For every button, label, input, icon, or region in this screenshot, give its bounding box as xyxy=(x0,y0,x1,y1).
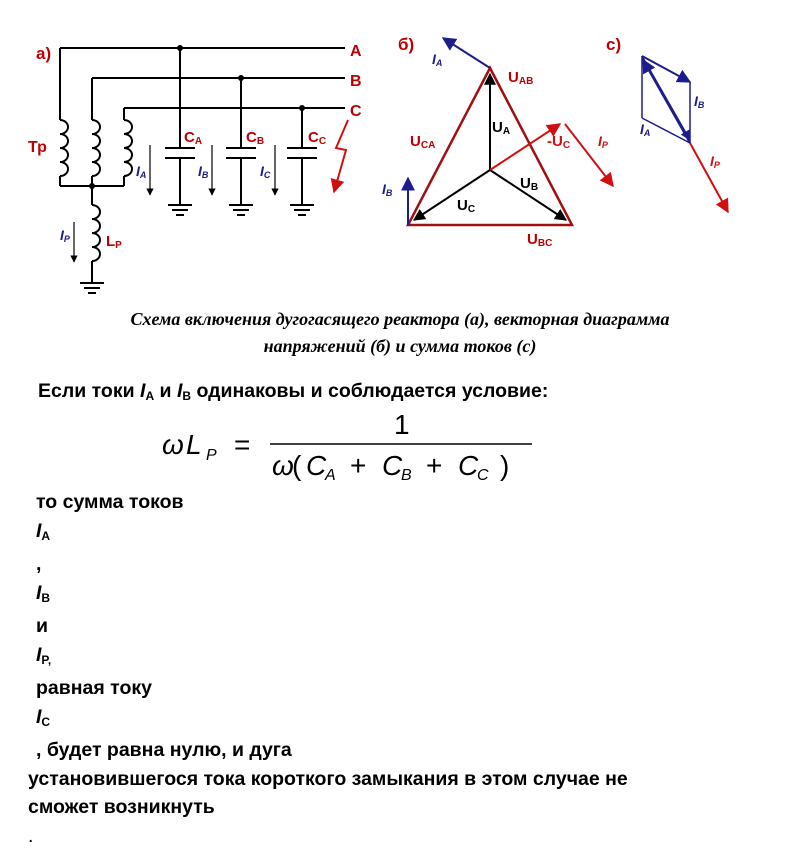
svg-text:C: C xyxy=(477,467,489,482)
vector-ip xyxy=(565,124,613,186)
reactor-coil xyxy=(92,205,100,261)
result-line-2: установившегося тока короткого замыкания в этом случае не xyxy=(28,767,628,790)
capacitor-label-b: CB xyxy=(246,129,265,147)
label-uca: UCA xyxy=(410,133,436,151)
svg-text:A: A xyxy=(325,467,336,482)
svg-text:(: ( xyxy=(292,450,302,481)
vector-diagram-c xyxy=(642,56,728,212)
label-ua: UA xyxy=(492,119,511,137)
transformer-coil-b xyxy=(92,120,100,176)
capacitor-label-a: CA xyxy=(184,129,203,147)
current-label-ia: IA xyxy=(136,163,147,180)
svg-text:ω: ω xyxy=(272,450,294,481)
label-c-ip: IР xyxy=(710,153,720,170)
diagram-c-label: с) xyxy=(606,35,622,54)
reactor-ground-icon xyxy=(80,283,104,293)
fault-lightning-icon xyxy=(334,120,348,192)
svg-text:L: L xyxy=(186,429,202,460)
label-b-ib: IB xyxy=(382,181,393,198)
label-ubc: UBC xyxy=(527,231,553,249)
svg-text:ω: ω xyxy=(162,429,184,460)
diagram-canvas xyxy=(0,0,800,300)
capacitor-c-branch xyxy=(287,108,317,215)
label-c-ia: IA xyxy=(640,121,651,138)
diagram-b-label: б) xyxy=(398,35,415,54)
label-uab: UAB xyxy=(508,69,534,87)
svg-text:+: + xyxy=(426,450,443,481)
svg-text:+: + xyxy=(350,450,367,481)
svg-text:P: P xyxy=(206,447,217,464)
svg-text:): ) xyxy=(500,450,510,481)
figure-caption xyxy=(20,306,780,360)
vector-c-ip xyxy=(690,143,728,212)
label-b-ia: IA xyxy=(432,51,443,68)
svg-text:=: = xyxy=(234,429,251,460)
reactor-label: LР xyxy=(106,233,122,251)
condition-text: Если токи $I_A$ и $I_B$ одинаковы и соблюдается условие: xyxy=(38,380,549,403)
transformer-label: Тр xyxy=(28,139,47,156)
vector-uc xyxy=(414,170,490,220)
bus-label-b: B xyxy=(350,73,362,90)
label-minus-uc: -UC xyxy=(547,133,571,151)
label-uc: UC xyxy=(457,197,476,215)
svg-text:C: C xyxy=(382,450,403,481)
transformer-coil-c xyxy=(124,120,132,176)
scheme-a-label: а) xyxy=(36,44,52,63)
capacitor-label-c: CC xyxy=(308,129,327,147)
capacitor-b-branch xyxy=(226,78,256,215)
result-line-3: сможет возникнуть . xyxy=(28,796,215,847)
svg-text:C: C xyxy=(306,450,327,481)
result-line-1: то сумма токов $I_A$ , $I_B$ и $I_{P,}$ равная току $I_C$ , будет равна нулю, и дуга xyxy=(36,491,292,761)
reactor-current-label: IР xyxy=(60,227,70,244)
resonance-formula xyxy=(160,408,560,482)
label-c-ib: IB xyxy=(694,93,705,110)
bus-label-c: C xyxy=(350,103,362,120)
result-text xyxy=(28,488,778,850)
current-label-ic: IC xyxy=(260,163,271,180)
caption-line-1: Схема включения дугогасящего реактора (а), векторная диаграмма xyxy=(130,309,670,329)
current-label-ib: IB xyxy=(198,163,209,180)
svg-text:1: 1 xyxy=(394,409,410,440)
label-ub: UB xyxy=(520,175,539,193)
transformer-coil-a xyxy=(60,120,68,176)
bus-label-a: A xyxy=(350,43,362,60)
vector-ia xyxy=(443,38,490,68)
label-b-ip: IР xyxy=(598,133,608,150)
svg-text:B: B xyxy=(401,467,412,482)
svg-text:C: C xyxy=(458,450,479,481)
caption-line-2: напряжений (б) и сумма токов (с) xyxy=(263,336,537,356)
